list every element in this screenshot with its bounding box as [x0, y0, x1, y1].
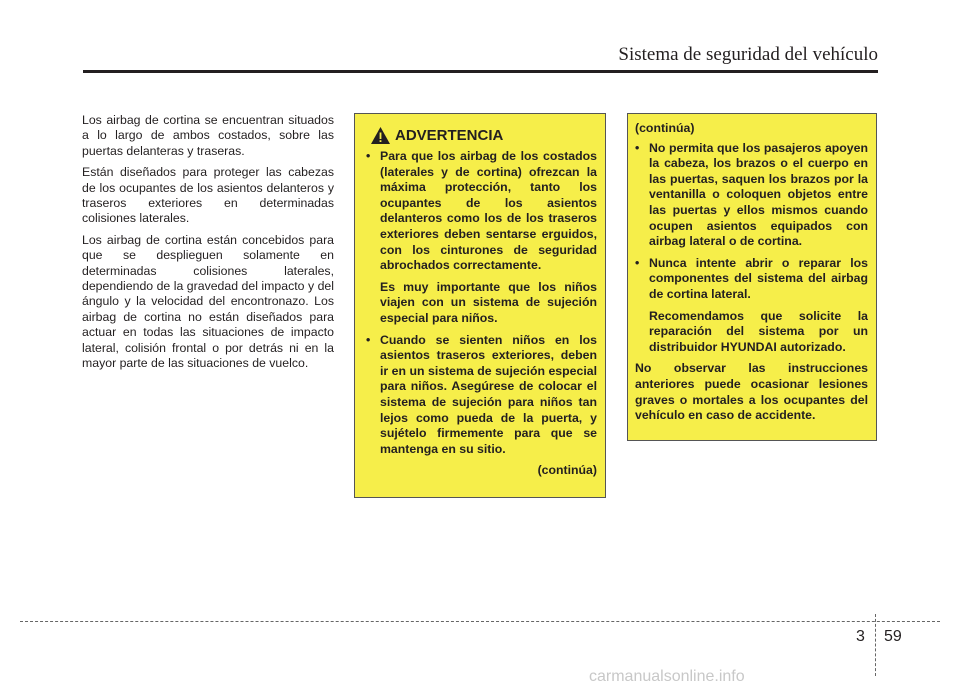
- bullet-text: Cuando se sienten niños en los asientos traseros exteriores, deben ir en un sistema de sujeción especial para niños. Asegúrese de colocar el sistema de sujeción para niños tan lejos como pueda de la puerta, y sujételo firmemente para que se mantenga en su sitio.: [380, 332, 597, 456]
- page-header-title: Sistema de seguridad del vehículo: [618, 44, 878, 65]
- bullet-subparagraph: Es muy importante que los niños viajen con un sistema de sujeción especial para niños.: [380, 279, 597, 325]
- paragraph: Los airbag de cortina se encuentran situados a lo largo de ambos costados, sobre las puertas delanteras y traseras.: [82, 113, 334, 158]
- header-rule: [83, 70, 878, 73]
- warning-title: ADVERTENCIA: [395, 126, 504, 144]
- bullet-text: Para que los airbag de los costados (laterales y de cortina) ofrezcan la máxima protección, tanto los ocupantes de los asientos delanteros como los de los traseros exteriores deben sentarse erguidos, con los cinturones de seguridad abrochados correctamente.: [380, 149, 597, 273]
- left-column: [82, 113, 334, 378]
- bullet-text: Nunca intente abrir o reparar los componentes del sistema del airbag de cortina lateral.: [649, 255, 868, 301]
- continued-label: (continúa): [537, 463, 597, 478]
- bullet-item: • Cuando se sienten niños en los asientos traseros exteriores, deben ir en un sistema de sujeción especial para niños. Asegúrese de colocar el sistema de sujeción para niños tan lejos como pueda de la puerta, y sujételo firmemente para que se mantenga en su sitio.: [366, 332, 597, 456]
- continued-warning-box: [627, 113, 877, 441]
- closing-text: No observar las instrucciones anteriores puede ocasionar lesiones graves o mortales a los ocupantes del vehículo en caso de accidente.: [635, 361, 868, 423]
- warning-header: [370, 126, 597, 145]
- footer-dashed-rule: [20, 621, 940, 622]
- continued-label: (continúa): [635, 121, 695, 135]
- bullet-item: • No permita que los pasajeros apoyen la cabeza, los brazos o el cuerpo en las puertas, saquen los brazos por la ventanilla o coloquen objetos entre las puertas y ellos mismos cuando ocupen asientos equipados con airbag lateral o de cortina.: [635, 140, 868, 249]
- footer-dashed-divider: [875, 614, 876, 676]
- page-number: 59: [884, 628, 902, 645]
- bullet-subparagraph: Recomendamos que solicite la reparación del sistema por un distribuidor HYUNDAI autorizado.: [649, 308, 868, 354]
- paragraph: Están diseñados para proteger las cabezas de los ocupantes de los asientos delanteros y traseros exteriores en determinadas colisiones laterales.: [82, 165, 334, 226]
- bullet-item: • Para que los airbag de los costados (laterales y de cortina) ofrezcan la máxima protección, tanto los ocupantes de los asientos delanteros como los de los traseros exteriores deben sentarse erguidos, con los cinturones de seguridad abrochados correctamente.: [366, 149, 597, 273]
- chapter-number: 3: [856, 628, 865, 645]
- bullet-text: No permita que los pasajeros apoyen la cabeza, los brazos o el cuerpo en las puertas, saquen los brazos por la ventanilla o coloquen objetos entre las puertas y ellos mismos cuando ocupen asientos equipados con airbag lateral o de cortina.: [649, 140, 868, 249]
- warning-triangle-icon: [370, 126, 391, 145]
- warning-box: [354, 113, 606, 498]
- bullet-item: • Nunca intente abrir o reparar los componentes del sistema del airbag de cortina lateral.: [635, 255, 868, 301]
- paragraph: Los airbag de cortina están concebidos para que se desplieguen solamente en determinadas colisiones laterales, dependiendo de la gravedad del impacto y del ángulo y la velocidad del encontronazo. Los airbag de cortina no están diseñados para actuar en todas las situaciones de impacto lateral, colisión frontal o por detrás ni en la mayor parte de las situaciones de vuelco.: [82, 232, 334, 371]
- watermark: carmanualsonline.info: [589, 668, 745, 685]
